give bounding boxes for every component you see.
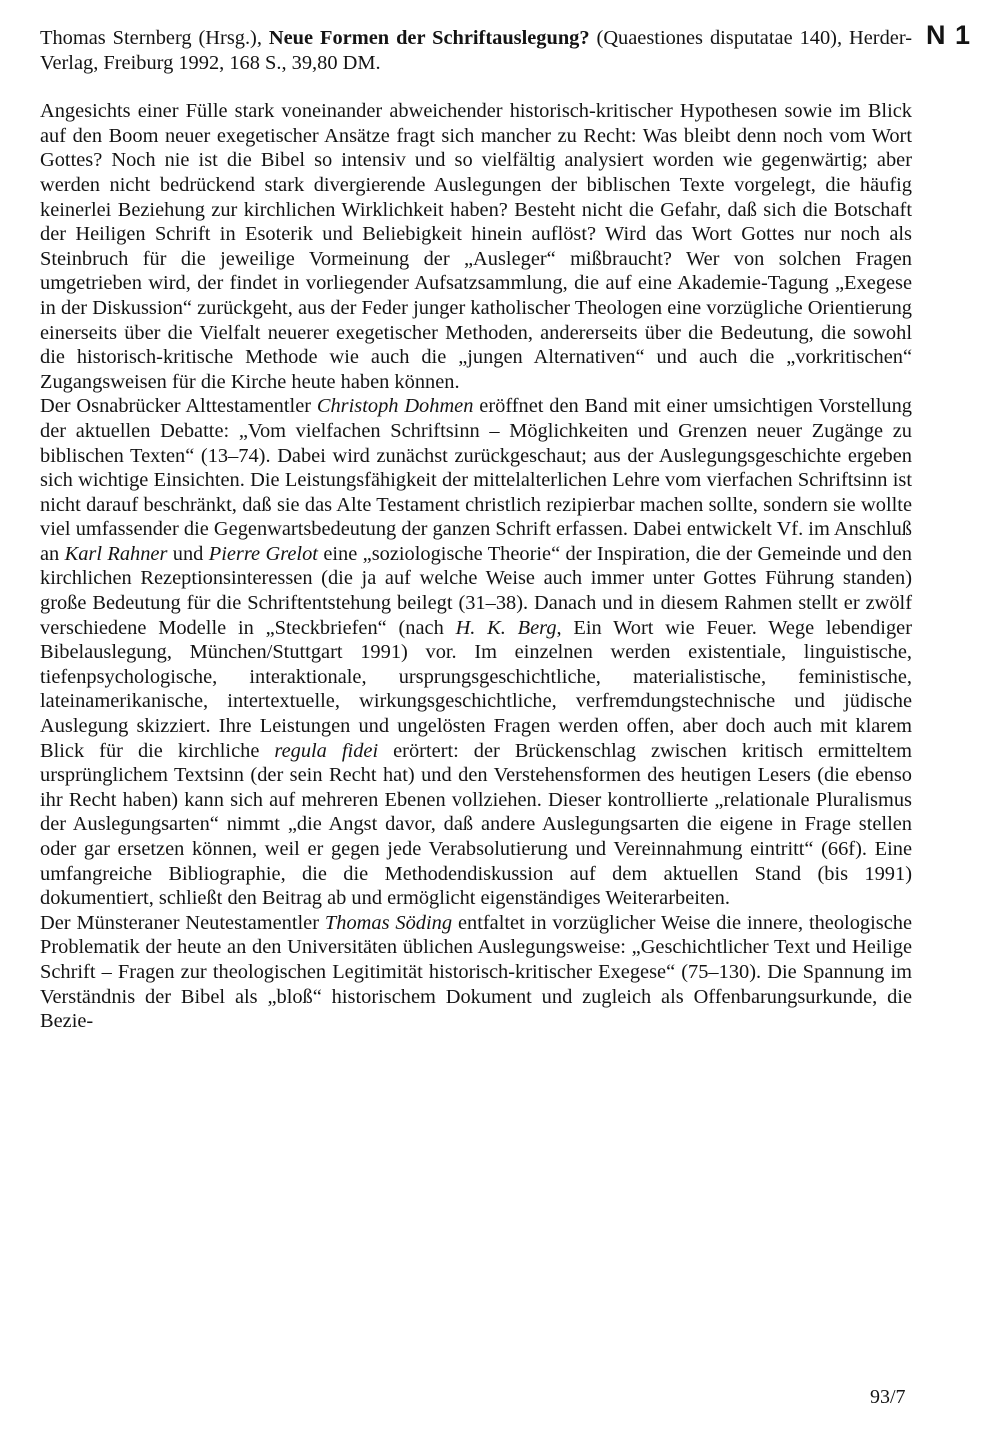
italic-name: Thomas Söding	[324, 911, 453, 934]
italic-name: Christoph Dohmen	[316, 395, 474, 418]
publication-details: (Quaestiones disputatae 140), Herder-Verlag, Freiburg 1992, 168 S., 39,80 DM.	[40, 27, 912, 74]
italic-name: Pierre Grelot	[208, 542, 318, 565]
paragraph-text: und	[167, 542, 209, 565]
editor: Thomas Sternberg (Hrsg.),	[40, 27, 269, 49]
paragraph	[40, 394, 912, 910]
paragraph-text: Der Osnabrücker Alttestamentler	[40, 395, 317, 418]
bibliographic-header	[40, 26, 912, 75]
paragraph-text: eröffnet den Band mit einer umsichtigen Vorstellung der aktuellen Debatte: „Vom vielfachen Schriftsinn – Möglichkeiten und Grenzen neuer Zugänge zu biblischen Texten“ (13–74). Dabei wird zunächst zurückgeschaut; aus der Auslegungsgeschichte ergeben sich wichtige Einsichten. Die Leistungsfähigkeit der mittelalterlichen Lehre vom vierfachen Schriftsinn ist nicht darauf beschränkt, daß sie das Alte Testament christlich rezipierbar machen sollte, sondern sie wollte viel umfassender die Gegenwartsbedeutung der ganzen Schrift erfassen. Dabei entwickelt Vf. im Anschluß an	[40, 395, 912, 565]
paragraph-text: , Ein Wort wie Feuer. Wege lebendiger Bibelauslegung, München/Stuttgart 1991) vor. Im einzelnen werden existentiale, linguistische, tiefenpsychologische, interaktionale, ursprungsgeschichtliche, materialistische, feministische, lateinamerikanische, intertextuelle, wirkungsgeschichtliche, verfremdungstechnische und jüdische Auslegung skizziert. Ihre Leistungen und ungelösten Fragen werden offen, aber doch auch mit klarem Blick für die kirchliche	[40, 616, 912, 762]
page-number: 93/7	[870, 1386, 906, 1408]
paragraph-text: entfaltet in vorzüglicher Weise die innere, theologische Problematik der heute an den Universitäten üblichen Auslegungsweise: „Geschichtlicher Text und Heilige Schrift – Fragen zur theologischen Legitimität historisch-kritischer Exegese“ (75–130). Die Spannung im Verständnis der Bibel als „bloß“ historischem Dokument und zugleich als Offenbarungsurkunde, die Bezie-	[40, 911, 912, 1033]
paragraph-text: erörtert: der Brückenschlag zwischen kritisch ermitteltem ursprünglichem Textsinn (der sein Recht hat) und den Verstehensformen des heutigen Lesers (die ebenso ihr Recht haben) kann sich auf mehreren Ebenen vollziehen. Dieser kontrollierte „relationale Pluralismus der Auslegungsarten“ nimmt „die Angst davor, daß andere Auslegungsarten die eigene in Frage stellen oder gar ersetzen können, weil er gegen jede Verabsolutierung und Vereinnahmung eintritt“ (66f). Eine umfangreiche Bibliographie, die die Methodendiskussion auf dem aktuellen Stand (bis 1991) dokumentiert, schließt den Beitrag ab und ermöglicht eigenständiges Weiterarbeiten.	[40, 739, 912, 910]
book-title: Neue Formen der Schriftauslegung?	[268, 27, 590, 49]
italic-name: Karl Rahner	[64, 542, 168, 565]
paragraph	[40, 99, 912, 394]
review-body	[40, 99, 912, 1034]
italic-name: H. K. Berg	[455, 616, 557, 639]
italic-name: regula fidei	[274, 739, 379, 762]
paragraph	[40, 911, 912, 1034]
paragraph-text: eine „soziologische Theorie“ der Inspiration, die der Gemeinde und den kirchlichen Rezeptionsinteressen (die ja auf welche Weise auch immer unter Gottes Führung standen) große Bedeutung für die Schriftentstehung beilegt (31–38). Danach und in diesem Rahmen stellt er zwölf verschiedene Modelle in „Steckbriefen“ (nach	[40, 542, 913, 639]
paragraph-text: Angesichts einer Fülle stark voneinander abweichender historisch-kritischer Hypothesen sowie im Blick auf den Boom neuer exegetischer Ansätze fragt sich mancher zu Recht: Was bleibt denn noch vom Wort Gottes? Noch nie ist die Bibel so intensiv und so vielfältig analysiert worden wie gegenwärtig; aber werden nicht bedrückend stark divergierende Auslegungen der biblischen Texte vorgelegt, die häufig keinerlei Beziehung zur kirchlichen Wirklichkeit haben? Besteht nicht die Gefahr, daß sich die Botschaft der Heiligen Schrift in Esoterik und Beliebigkeit hinein auflöst? Wird das Wort Gottes nur noch als Steinbruch für die jeweilige Vormeinung der „Ausleger“ mißbraucht? Wer von solchen Fragen umgetrieben wird, der findet in vorliegender Aufsatzsammlung, die auf eine Akademie-Tagung „Exegese in der Diskussion“ zurückgeht, aus der Feder junger katholischer Theologen eine vorzügliche Orientierung einerseits über die Vielfalt neuerer exegetischer Methoden, andererseits über die Bedeutung, die sowohl die historisch-kritische Methode wie auch die „jungen Alternativen“ und auch die „vorkritischen“ Zugangsweisen für die Kirche heute haben können.	[40, 100, 912, 393]
paragraph-text: Der Münsteraner Neutestamentler	[40, 911, 325, 934]
review-text	[40, 26, 912, 1034]
review-code: N 1	[926, 20, 972, 50]
